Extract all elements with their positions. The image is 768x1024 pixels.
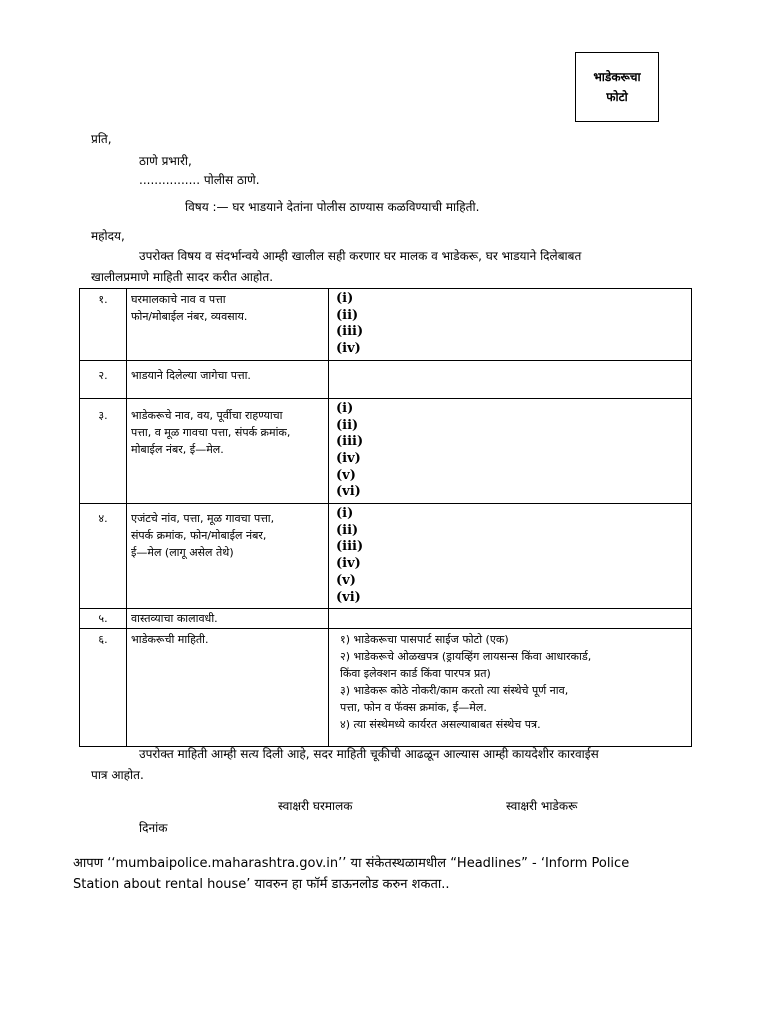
description-line: संपर्क क्रमांक, फोन/मोबाईल नंबर, [131,529,267,543]
address-officer: ठाणे प्रभारी, [139,154,192,168]
document-item: पत्ता, फोन व फॅक्स क्रमांक, ई—मेल. [340,701,487,715]
list-item: (v) [336,572,356,588]
tenant-documents-field[interactable] [329,629,692,747]
intro-line-1: उपरोक्त विषय व संदर्भान्वये आम्ही खालील सही करणार घर मालक व भाडेकरू, घर भाडयाने दिलेबाबत [139,249,582,263]
description-line: भाडेकरूची माहिती. [131,633,209,647]
roman-list [336,401,687,501]
list-item: (i) [336,506,354,522]
document-item: ४) त्या संस्थेमध्ये कार्यरत असल्याबाबत संस्थेच पत्र. [340,718,541,732]
table-row-agent [80,504,692,609]
agent-details-field[interactable] [329,504,692,609]
list-item: (vi) [336,589,361,605]
salutation: महोदय, [91,229,125,243]
row-description [127,629,329,747]
list-item: (iii) [336,539,364,555]
list-item: (iv) [336,450,361,466]
row-number: ३. [80,398,127,503]
row-number: ५. [80,609,127,629]
description-line: एजंटचे नांव, पत्ता, मूळ गावचा पत्ता, [131,512,275,526]
list-item: (iv) [336,341,361,357]
description-line: ई—मेल (लागू असेल तेथे) [131,546,234,560]
description-line: पत्ता, व मूळ गावचा पत्ता, संपर्क क्रमांक, [131,425,291,439]
document-item: २) भाडेकरूचे ओळखपत्र (ड्रायव्हिंग लायसन्स किंवा आधारकार्ड, [340,650,592,664]
row-number: ४. [80,504,127,609]
description-line: फोन/मोबाईल नंबर, व्यवसाय. [131,310,248,323]
description-line: भाडेकरूचे नाव, वय, पूर्वीचा राहण्याचा [131,408,283,422]
description-line: मोबाईल नंबर, ई—मेल. [131,442,224,456]
address-station: ................ पोलीस ठाणे. [139,173,260,187]
roman-list [336,506,687,606]
premises-address-field[interactable] [329,360,692,398]
stay-period-field[interactable] [329,609,692,629]
footer-note-line-2: Station about rental house’ यावरुन हा फॉर्म डाऊनलोड करुन शकता.. [73,877,450,892]
row-description [127,609,329,629]
list-item: (v) [336,467,356,483]
list-item: (iv) [336,556,361,572]
intro-line-2: खालीलप्रमाणे माहिती सादर करीत आहोत. [91,270,274,284]
row-description [127,360,329,398]
photo-box-label-1: भाडेकरूचा [593,70,641,84]
declaration-line-1: उपरोक्त माहिती आम्ही सत्य दिली आहे, सदर माहिती चूकीची आढळून आल्यास आम्ही कायदेशीर कारवाईस [139,747,599,761]
list-item: (ii) [336,307,359,323]
photo-box-label-2: फोटो [606,90,628,104]
tenant-details-field[interactable] [329,398,692,503]
tenant-signature-label: स्वाक्षरी भाडेकरू [506,799,578,813]
address-to: प्रति, [91,132,112,146]
intro-paragraph [91,246,692,288]
footer-note [73,853,629,895]
list-item: (iii) [336,324,364,340]
list-item: (i) [336,400,354,416]
owner-signature-label: स्वाक्षरी घरमालक [278,799,353,813]
date-label: दिनांक [139,821,168,835]
declaration-paragraph [91,744,692,786]
list-item: (vi) [336,484,361,500]
document-list [336,631,687,733]
list-item: (i) [336,291,354,306]
row-number: १. [80,289,127,361]
description-line: भाडयाने दिलेल्या जागेचा पत्ता. [131,368,251,382]
subject-line: विषय :— घर भाडयाने देतांना पोलीस ठाण्यास कळविण्याची माहिती. [185,200,480,214]
list-item: (iii) [336,434,364,450]
table-row-owner [80,289,692,361]
footer-note-line-1: आपण ‘‘mumbaipolice.maharashtra.gov.in’’ या संकेतस्थळामधील “Headlines” - ‘Inform Police [73,856,630,871]
document-item: १) भाडेकरूचा पासपार्ट साईज फोटो (एक) [340,633,509,647]
table-row-premises [80,360,692,398]
list-item: (ii) [336,522,359,538]
row-description [127,504,329,609]
roman-list [336,291,687,358]
table-row-period [80,609,692,629]
row-number: ६. [80,629,127,747]
information-table [79,288,692,747]
list-item: (ii) [336,417,359,433]
owner-details-field[interactable] [329,289,692,361]
table-row-tenant-docs [80,629,692,747]
row-number: २. [80,360,127,398]
row-description [127,289,329,361]
row-description [127,398,329,503]
description-line: घरमालकाचे नाव व पत्ता [131,293,226,306]
declaration-line-2: पात्र आहोत. [91,768,144,782]
document-item: किंवा इलेक्शन कार्ड किंवा पारपत्र प्रत) [340,667,491,681]
document-item: ३) भाडेकरू कोठे नोकरी/काम करतो त्या संस्थेचे पूर्ण नाव, [340,684,569,698]
description-line: वास्तव्याचा कालावधी. [131,612,218,626]
table-row-tenant [80,398,692,503]
tenant-photo-box [575,52,659,122]
